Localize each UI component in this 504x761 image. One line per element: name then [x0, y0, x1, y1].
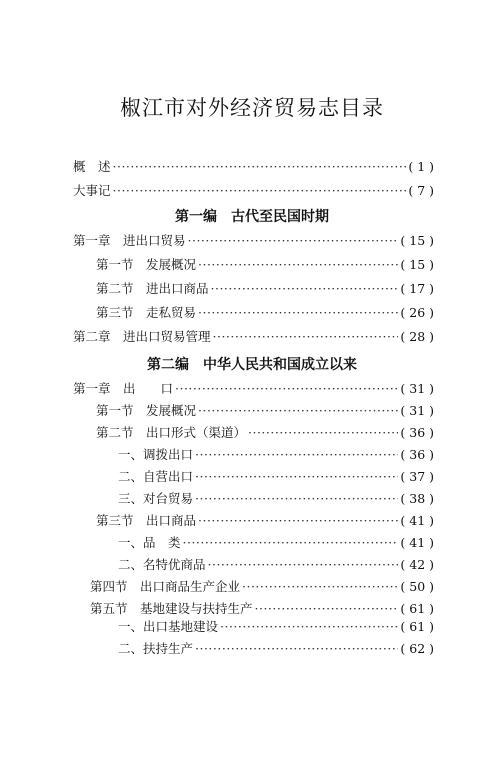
- part-heading: 第二编 中华人民共和国成立以来: [147, 357, 357, 373]
- leader-dots: [208, 556, 399, 574]
- leader-dots: [248, 424, 398, 442]
- toc-entry-overview[interactable]: [73, 158, 434, 176]
- leader-dots: [188, 232, 399, 250]
- toc-entry-subsection[interactable]: [118, 534, 434, 552]
- leader-dots: [198, 512, 398, 530]
- part-heading: 第一编 古代至民国时期: [175, 209, 329, 225]
- leader-dots: [175, 380, 398, 398]
- toc-entry-page: ( 31 ): [400, 403, 434, 418]
- toc-entry-label: 一、调拨出口: [118, 447, 194, 462]
- toc-entry-label: 第三节 走私贸易: [96, 305, 197, 320]
- leader-dots: [195, 490, 398, 508]
- toc-entry-section[interactable]: [96, 512, 434, 530]
- toc-entry-subsection[interactable]: [118, 446, 434, 464]
- toc-entry-page: ( 7 ): [408, 183, 434, 198]
- toc-entry-subsection[interactable]: [118, 556, 434, 574]
- toc-entry-page: ( 28 ): [400, 329, 434, 344]
- leader-dots: [195, 468, 398, 486]
- toc-entry-chapter[interactable]: [73, 232, 434, 250]
- toc-entry-label: 第三节 出口商品: [96, 513, 197, 528]
- leader-dots: [113, 182, 407, 200]
- toc-entry-chapter[interactable]: [73, 328, 434, 346]
- toc-entry-page: ( 41 ): [400, 513, 434, 528]
- toc-entry-label: 第五节 基地建设与扶持生产: [90, 601, 253, 616]
- toc-entry-page: ( 15 ): [400, 233, 434, 248]
- toc-entry-page: ( 61 ): [400, 619, 434, 634]
- toc-entry-page: ( 36 ): [400, 425, 434, 440]
- toc-entry-label: 二、自营出口: [118, 469, 194, 484]
- toc-entry-section[interactable]: [96, 280, 434, 298]
- toc-entry-chronicle[interactable]: [73, 182, 434, 200]
- toc-entry-page: ( 61 ): [400, 601, 434, 616]
- toc-entry-page: ( 17 ): [400, 281, 434, 296]
- toc-entry-section[interactable]: [90, 600, 434, 618]
- toc-entry-page: ( 37 ): [400, 469, 434, 484]
- leader-dots: [255, 600, 399, 618]
- toc-entry-label: 二、名特优商品: [118, 557, 206, 572]
- page-title: 椒江市对外经济贸易志目录: [120, 96, 384, 120]
- leader-dots: [195, 446, 398, 464]
- toc-entry-section[interactable]: [96, 304, 434, 322]
- toc-entry-label: 一、品 类: [118, 535, 181, 550]
- toc-entry-page: ( 42 ): [400, 557, 434, 572]
- toc-entry-label: 第二节 进出口商品: [96, 281, 209, 296]
- toc-entry-page: ( 62 ): [400, 641, 434, 656]
- toc-entry-section[interactable]: [96, 256, 434, 274]
- toc-entry-label: 第一节 发展概况: [96, 257, 197, 272]
- leader-dots: [183, 534, 399, 552]
- toc-entry-subsection[interactable]: [118, 640, 434, 658]
- toc-entry-page: ( 31 ): [400, 381, 434, 396]
- toc-entry-page: ( 1 ): [408, 159, 434, 174]
- toc-entry-label: 第一节 发展概况: [96, 403, 197, 418]
- leader-dots: [198, 256, 398, 274]
- leader-dots: [113, 158, 407, 176]
- toc-entry-label: 第二节 出口形式（渠道）: [96, 425, 247, 440]
- leader-dots: [220, 618, 398, 636]
- toc-entry-chapter[interactable]: [73, 380, 434, 398]
- toc-entry-subsection[interactable]: [118, 468, 434, 486]
- toc-entry-label: 概 述: [73, 159, 111, 174]
- leader-dots: [198, 402, 398, 420]
- toc-entry-page: ( 50 ): [400, 579, 434, 594]
- toc-entry-label: 大事记: [73, 183, 111, 198]
- toc-entry-subsection[interactable]: [118, 490, 434, 508]
- toc-entry-page: ( 38 ): [400, 491, 434, 506]
- leader-dots: [242, 578, 398, 596]
- toc-entry-section[interactable]: [90, 578, 434, 596]
- leader-dots: [213, 328, 399, 346]
- toc-entry-label: 一、出口基地建设: [118, 619, 219, 634]
- toc-entry-section[interactable]: [96, 402, 434, 420]
- toc-entry-label: 第一章 进出口贸易: [73, 233, 186, 248]
- toc-entry-label: 第二章 进出口贸易管理: [73, 329, 211, 344]
- toc-entry-label: 三、对台贸易: [118, 491, 194, 506]
- toc-entry-label: 二、扶持生产: [118, 641, 194, 656]
- leader-dots: [211, 280, 399, 298]
- toc-entry-section[interactable]: [96, 424, 434, 442]
- toc-entry-label: 第一章 出 口: [73, 381, 174, 396]
- toc-entry-page: ( 26 ): [400, 305, 434, 320]
- toc-entry-label: 第四节 出口商品生产企业: [90, 579, 241, 594]
- toc-entry-subsection[interactable]: [118, 618, 434, 636]
- toc-entry-page: ( 41 ): [400, 535, 434, 550]
- leader-dots: [195, 640, 398, 658]
- leader-dots: [198, 304, 398, 322]
- toc-entry-page: ( 36 ): [400, 447, 434, 462]
- toc-entry-page: ( 15 ): [400, 257, 434, 272]
